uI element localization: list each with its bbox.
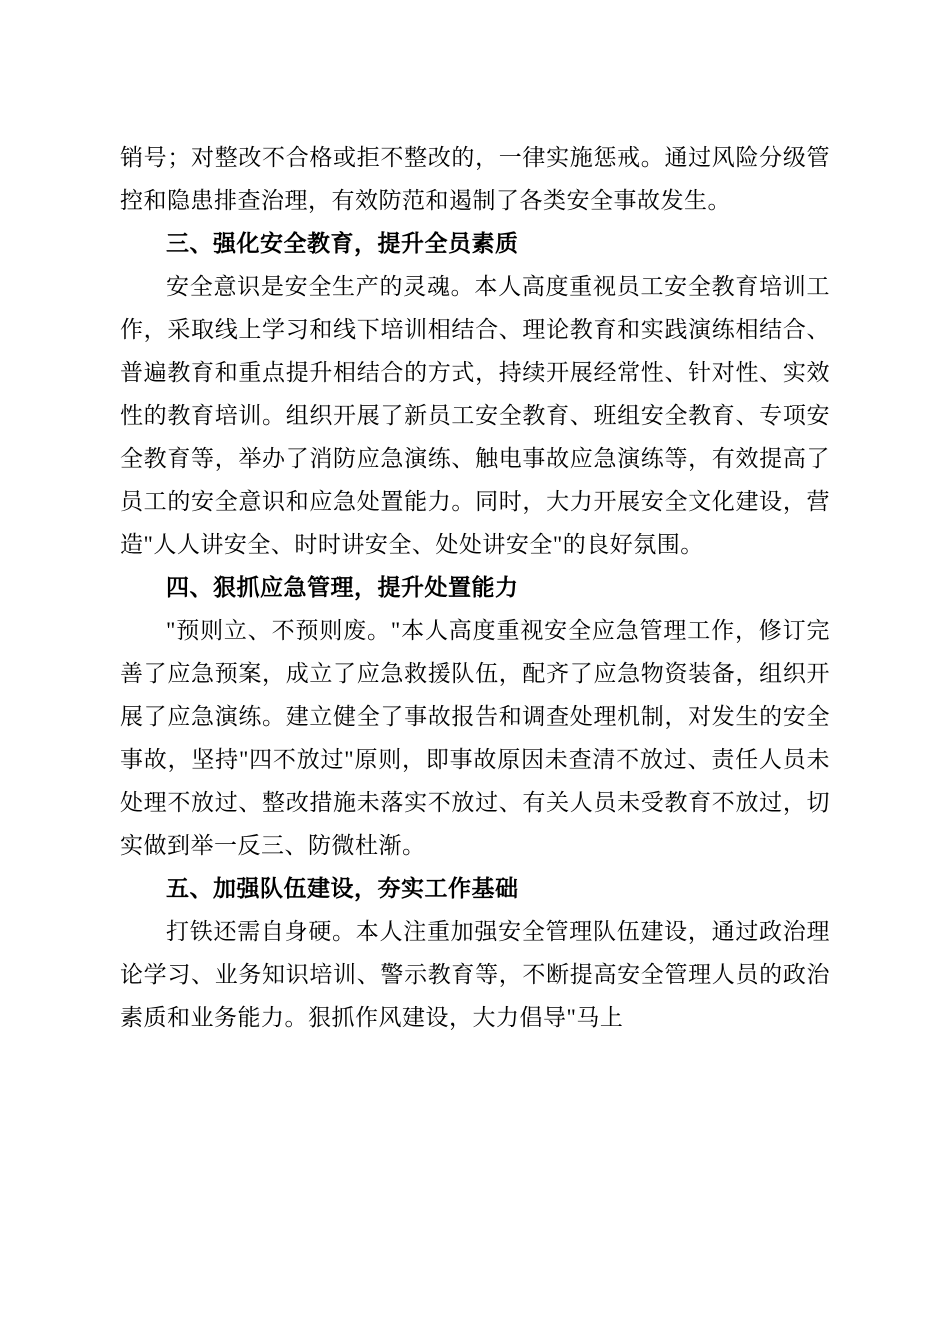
paragraph-continuation: 销号；对整改不合格或拒不整改的，一律实施惩戒。通过风险分级管控和隐患排查治理，有效防范和遏制了各类安全事故发生。 [120, 145, 830, 213]
paragraph-section-4: "预则立、不预则废。"本人高度重视安全应急管理工作，修订完善了应急预案，成立了应急救援队伍，配齐了应急物资装备，组织开展了应急演练。建立健全了事故报告和调查处理机制，对发生的安全事故，坚持"四不放过"原则，即事故原因未查清不放过、责任人员未处理不放过、整改措施未落实不放过、有关人员未受教育不放过，切实做到举一反三、防微杜渐。 [120, 618, 830, 858]
section-heading-3: 三、强化安全教育，提升全员素质 [166, 230, 519, 256]
paragraph-section-5: 打铁还需自身硬。本人注重加强安全管理队伍建设，通过政治理论学习、业务知识培训、警示教育等，不断提高安全管理人员的政治素质和业务能力。狠抓作风建设，大力倡导"马上 [120, 919, 830, 1030]
paragraph-section-3: 安全意识是安全生产的灵魂。本人高度重视员工安全教育培训工作，采取线上学习和线下培训相结合、理论教育和实践演练相结合、普遍教育和重点提升相结合的方式，持续开展经常性、针对性、实效性的教育培训。组织开展了新员工安全教育、班组安全教育、专项安全教育等，举办了消防应急演练、触电事故应急演练等，有效提高了员工的安全意识和应急处置能力。同时，大力开展安全文化建设，营造"人人讲安全、时时讲安全、处处讲安全"的良好氛围。 [120, 274, 830, 557]
section-heading-4: 四、狠抓应急管理，提升处置能力 [166, 574, 519, 600]
section-heading-5: 五、加强队伍建设，夯实工作基础 [166, 875, 519, 901]
